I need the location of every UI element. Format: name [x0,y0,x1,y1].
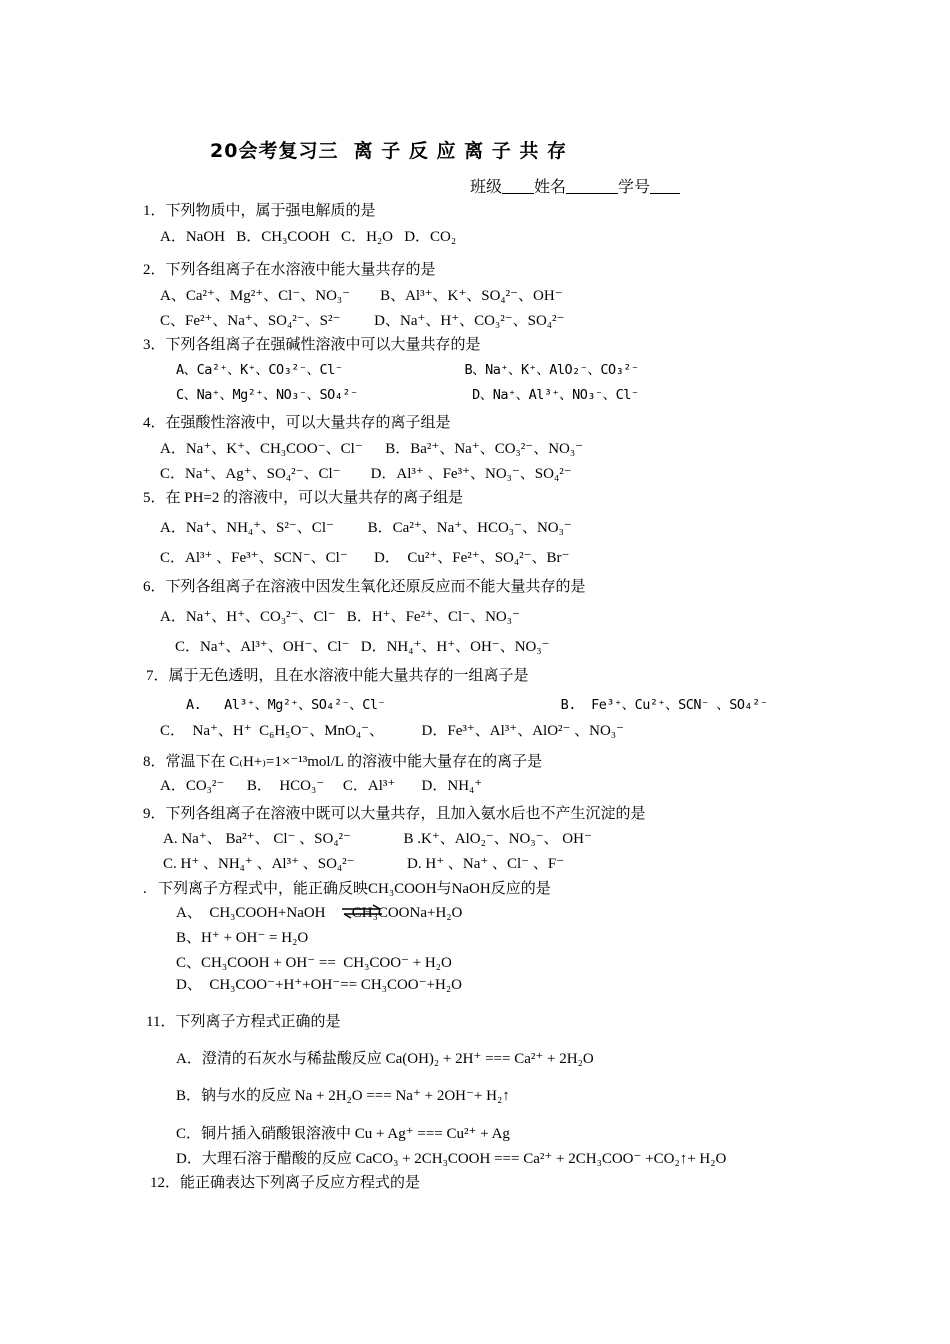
question-5-options-cd: C．Al³⁺ 、Fe³⁺、SCN⁻、Cl⁻ D． Cu²⁺、Fe²⁺、SO₄²⁻、Br⁻ [160,550,570,566]
question-3: 3．下列各组离子在强碱性溶液中可以大量共存的是 [143,337,481,353]
question-10-option-d: D、 CH₃COO⁻+H⁺+OH⁻== CH₃COO⁻+H₂O [176,977,462,993]
question-4: 4．在强酸性溶液中，可以大量共存的离子组是 [143,415,451,431]
question-4-options-ab: A．Na⁺、K⁺、CH₃COO⁻、Cl⁻ B．Ba²⁺、Na⁺、CO₃²⁻、NO₃⁻ [160,441,584,457]
question-11: 11．下列离子方程式正确的是 [146,1014,341,1030]
question-5: 5．在 PH=2 的溶液中，可以大量共存的离子组是 [143,490,464,506]
question-11-option-a: A．澄清的石灰水与稀盐酸反应 Ca(OH)₂ + 2H⁺ === Ca²⁺ + 2H₂O [176,1051,594,1067]
class-blank[interactable] [502,177,534,194]
page-title: 20会考复习三 离 子 反 应 离 子 共 存 [210,140,567,162]
question-8: 8．常温下在 C₍H+₎=1×⁻¹³mol/L 的溶液中能大量存在的离子是 [143,754,543,770]
question-2-options-ab: A、Ca²⁺、Mg²⁺、Cl⁻、NO₃⁻ B、Al³⁺、K⁺、SO₄²⁻、OH⁻ [160,288,563,304]
question-1-options: A．NaOH B．CH₃COOH C．H₂O D．CO₂ [160,229,457,245]
question-7: 7．属于无色透明，且在水溶液中能大量共存的一组离子是 [146,668,529,684]
question-10-option-c: C、CH₃COOH + OH⁻ == CH₃COO⁻ + H₂O [176,955,452,971]
question-10-option-a: A、 CH₃COOH+NaOH CH₃COONa+H₂O [176,905,463,921]
question-6-options-cd: C．Na⁺、Al³⁺、OH⁻、Cl⁻ D．NH₄⁺、H⁺、OH⁻、NO₃⁻ [175,639,550,655]
question-11-option-c: C．铜片插入硝酸银溶液中 Cu + Ag⁺ === Cu²⁺ + Ag [176,1126,510,1142]
number-blank[interactable] [650,177,680,194]
question-11-option-d: D．大理石溶于醋酸的反应 CaCO₃ + 2CH₃COOH === Ca²⁺ + 2CH₃COO⁻ +CO₂↑+ H₂O [176,1151,727,1167]
question-7-options-ab: A. Al³⁺、Mg²⁺、SO₄²⁻、Cl⁻ B. Fe³⁺、Cu²⁺、SCN⁻ 、SO₄²⁻ [186,697,768,713]
number-label: 学号 [618,179,651,196]
class-label: 班级 [470,179,503,196]
question-10: . 下列离子方程式中，能正确反映CH₃COOH与NaOH反应的是 [143,881,551,897]
question-1: 1．下列物质中，属于强电解质的是 [143,203,376,219]
name-label: 姓名 [534,179,567,196]
question-2: 2．下列各组离子在水溶液中能大量共存的是 [143,262,436,278]
question-10-option-b: B、H⁺ + OH⁻ = H₂O [176,930,309,946]
name-blank[interactable] [566,177,618,194]
question-9-options-cd: C. H⁺ 、NH₄⁺ 、Al³⁺ 、SO₄²⁻ D. H⁺ 、Na⁺ 、Cl⁻ 、F⁻ [163,856,565,872]
question-12: 12．能正确表达下列离子反应方程式的是 [150,1175,421,1191]
question-2-options-cd: C、Fe²⁺、Na⁺、SO₄²⁻、S²⁻ D、Na⁺、H⁺、CO₃²⁻、SO₄²⁻ [160,313,565,329]
question-5-options-ab: A．Na⁺、NH₄⁺、S²⁻、Cl⁻ B．Ca²⁺、Na⁺、HCO₃⁻、NO₃⁻ [160,520,572,536]
equilibrium-arrow-icon [340,904,384,920]
question-6: 6．下列各组离子在溶液中因发生氧化还原反应而不能大量共存的是 [143,579,586,595]
question-8-options: A．CO₃²⁻ B． HCO₃⁻ C．Al³⁺ D．NH₄⁺ [160,778,483,794]
question-3-options-ab: A、Ca²⁺、K⁺、CO₃²⁻、Cl⁻ B、Na⁺、K⁺、AlO₂⁻、CO₃²⁻ [176,362,639,378]
question-7-options-cd: C． Na⁺、H⁺ C₆H₅O⁻、MnO₄⁻、 D．Fe³⁺、Al³⁺、AlO²⁻ 、NO₃⁻ [160,723,624,739]
question-6-options-ab: A．Na⁺、H⁺、CO₃²⁻、Cl⁻ B．H⁺、Fe²⁺、Cl⁻、NO₃⁻ [160,609,520,625]
question-4-options-cd: C．Na⁺、Ag⁺、SO₄²⁻、Cl⁻ D．Al³⁺ 、Fe³⁺、NO₃⁻、SO₄²⁻ [160,466,572,482]
student-info-line [470,177,680,197]
question-11-option-b: B．钠与水的反应 Na + 2H₂O === Na⁺ + 2OH⁻+ H₂↑ [176,1088,510,1104]
question-9-options-ab: A. Na⁺、 Ba²⁺、 Cl⁻ 、SO₄²⁻ B .K⁺、AlO₂⁻、NO₃⁻、 OH⁻ [163,831,592,847]
question-3-options-cd: C、Na⁺、Mg²⁺、NO₃⁻、SO₄²⁻ D、Na⁺、Al³⁺、NO₃⁻、Cl⁻ [176,387,639,403]
question-9: 9．下列各组离子在溶液中既可以大量共存，且加入氨水后也不产生沉淀的是 [143,806,646,822]
